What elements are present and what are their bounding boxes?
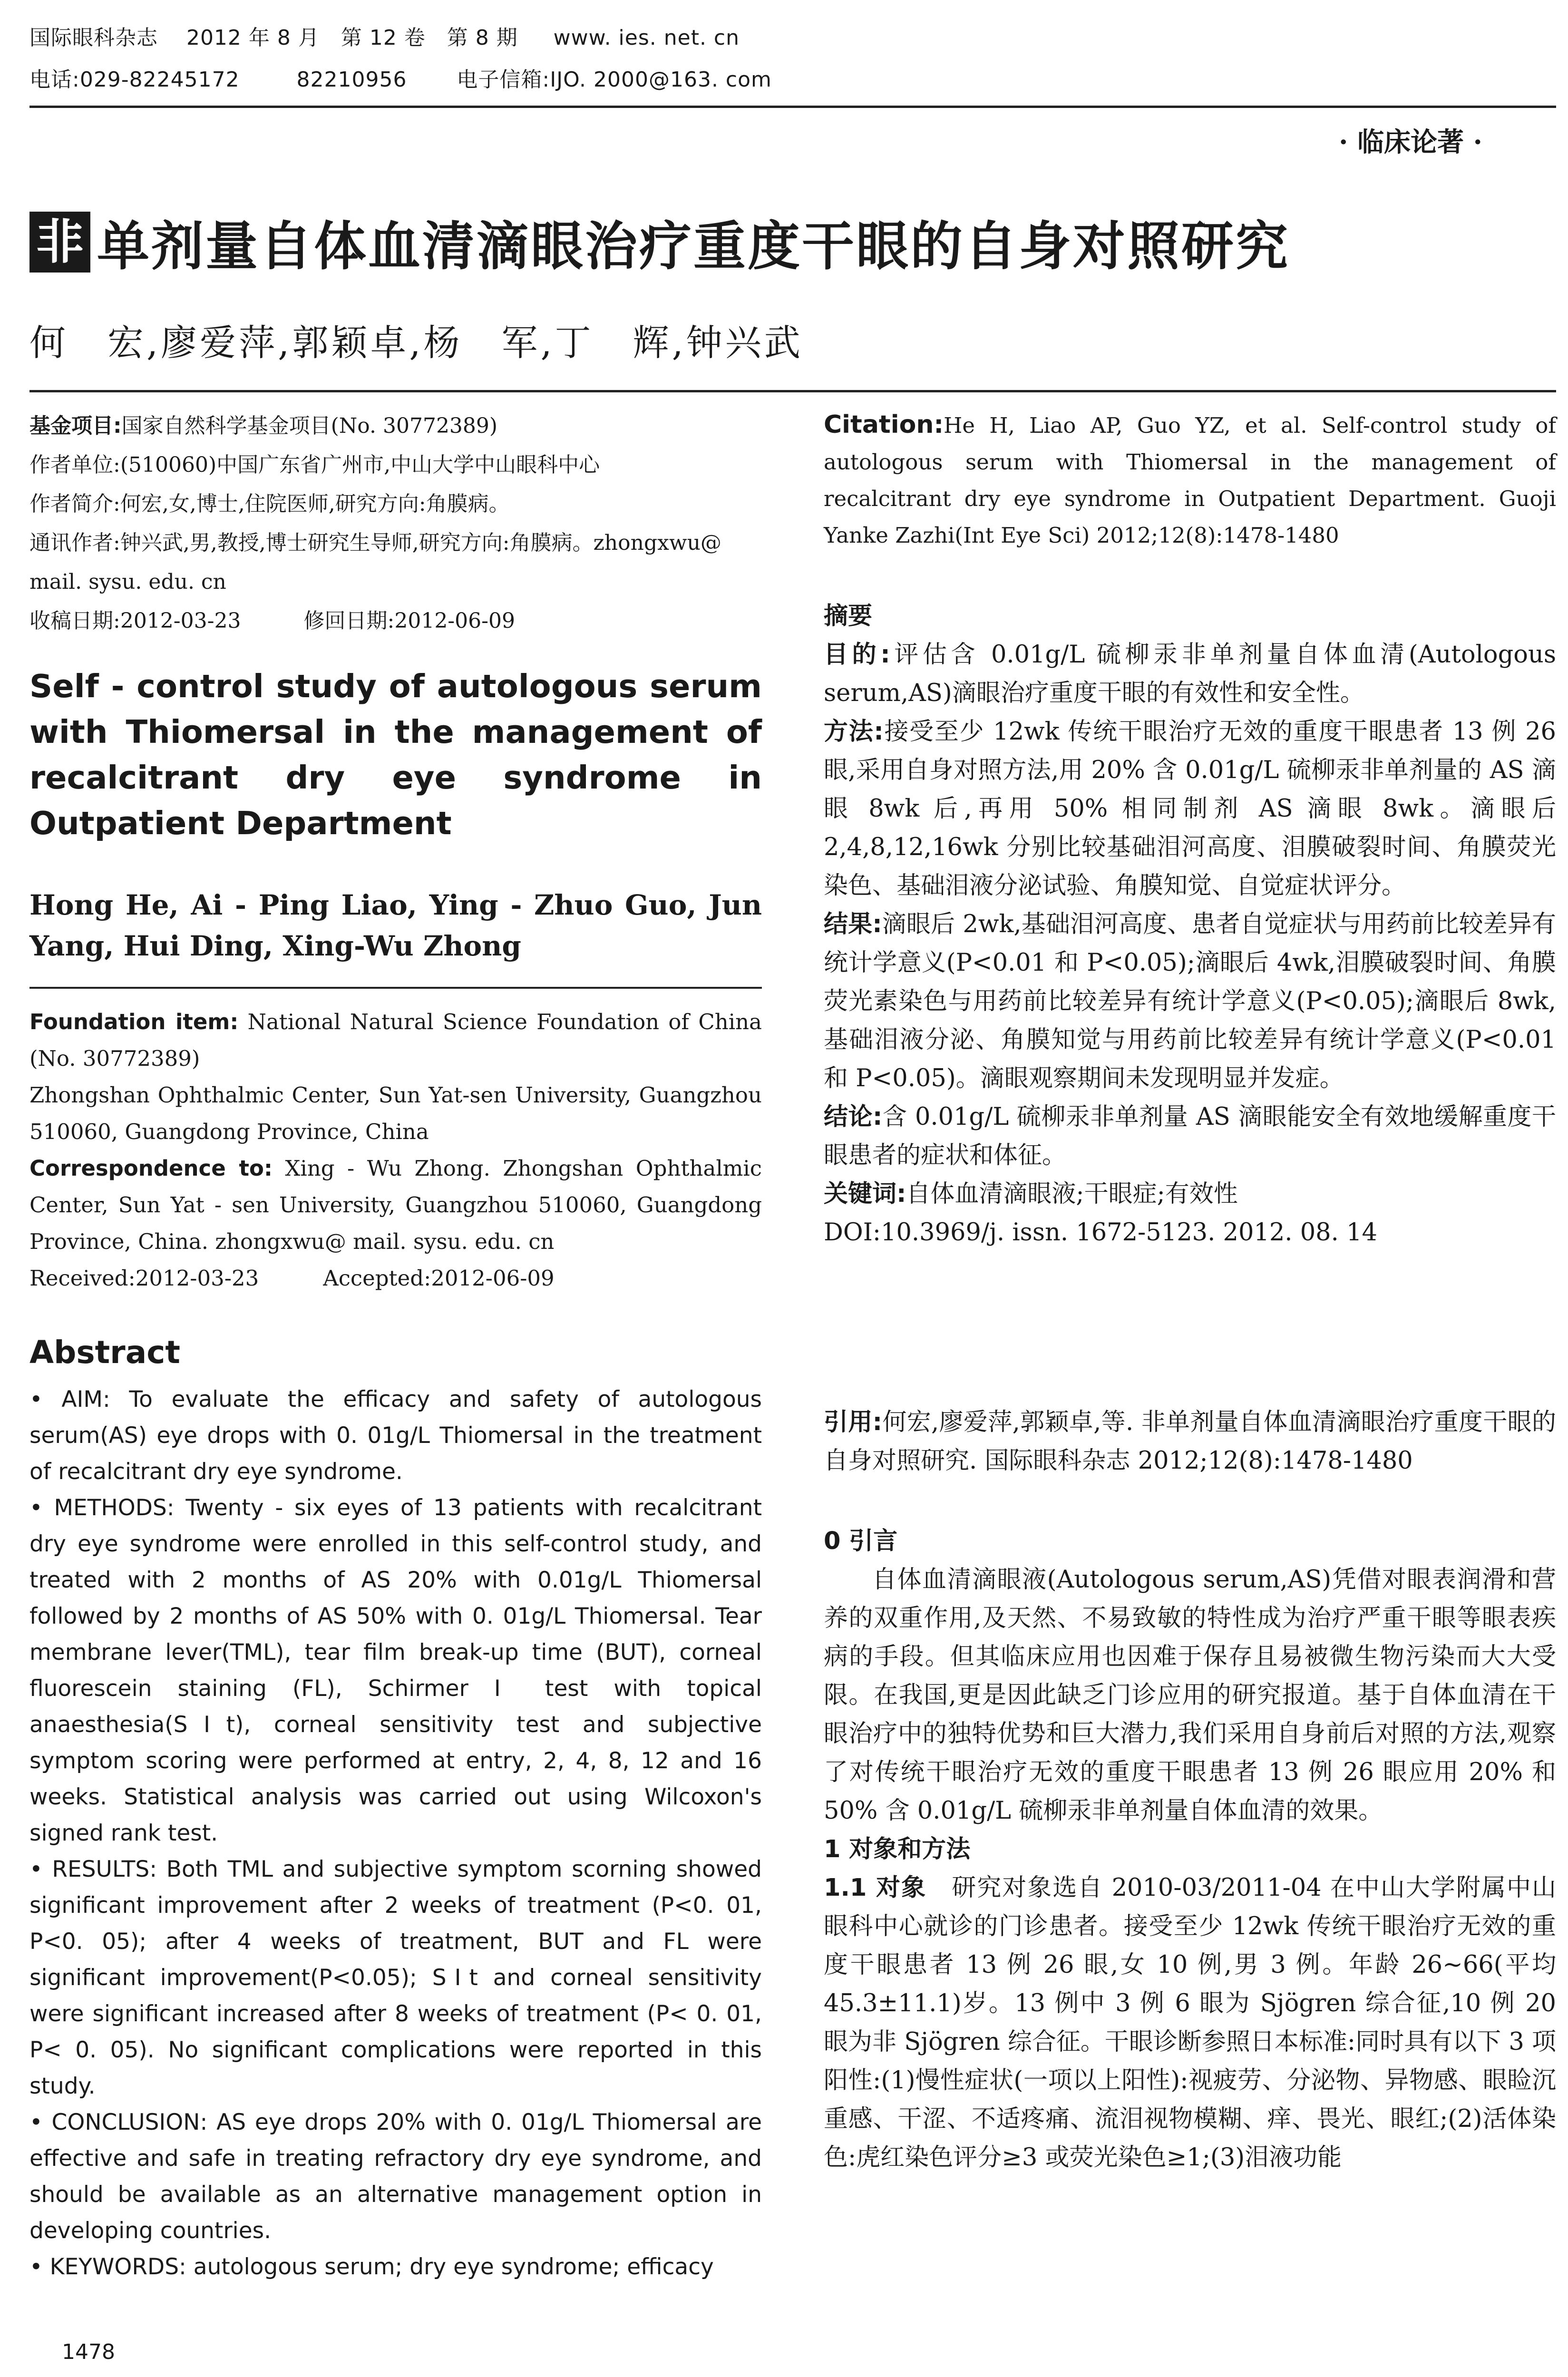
en-foundation-label: Foundation item:: [29, 1009, 239, 1034]
cn-conclusion-label: 结论:: [824, 1103, 883, 1131]
meta-funding-text: 国家自然科学基金项目(No. 30772389): [121, 414, 498, 438]
authors-rule: [29, 987, 762, 989]
journal-header-line-1: 国际眼科杂志 2012 年 8 月 第 12 卷 第 8 期 www. ies. net. cn: [29, 26, 740, 50]
english-authors: Hong He, Ai - Ping Liao, Ying - Zhuo Guo, Jun Yang, Hui Ding, Xing-Wu Zhong: [29, 889, 762, 962]
citation-block: [824, 407, 1556, 554]
cn-abstract-aim: [824, 635, 1556, 712]
en-meta-affiliation: Zhongshan Ophthalmic Center, Sun Yat-sen University, Guangzhou 510060, Guangdong Province, China: [29, 1082, 762, 1144]
cn-abstract-heading: 摘要: [824, 602, 873, 630]
meta-dates: 收稿日期:2012-03-23 修回日期:2012-06-09: [29, 609, 516, 633]
english-title: Self - control study of autologous serum with Thiomersal in the management of recalcitrant dry eye syndrome in Outpatient Department: [29, 668, 762, 842]
en-meta-dates: Received:2012-03-23 Accepted:2012-06-09: [29, 1266, 555, 1291]
abstract-conclusion: • CONCLUSION: AS eye drops 20% with 0. 01g/L Thiomersal are effective and safe in treating refractory dry eye syndrome, and should be available as an alternative management option in developing countries.: [29, 2109, 762, 2244]
meta-funding: [29, 407, 762, 446]
english-abstract: [29, 1382, 762, 2285]
title-mark: 非: [29, 212, 90, 273]
section-tag: · 临床论著 ·: [1339, 127, 1482, 158]
meta-funding-label: 基金项目:: [29, 414, 122, 438]
cite-cn-text: 何宏,廖爱萍,郭颖卓,等. 非单剂量自体血清滴眼治疗重度干眼的自身对照研究. 国际眼科杂志 2012;12(8):1478-1480: [824, 1408, 1556, 1475]
intro-heading: 0 引言: [824, 1527, 898, 1555]
cn-keywords-label: 关键词:: [824, 1180, 906, 1208]
cn-methods-label: 方法:: [824, 718, 884, 746]
abstract-heading: Abstract: [29, 1334, 180, 1371]
cn-aim-label: 目的:: [824, 641, 890, 669]
cn-abstract-block: [824, 597, 1556, 1252]
article-title: 单剂量自体血清滴眼治疗重度干眼的自身对照研究: [97, 216, 1290, 277]
meta-author-bio: 作者简介:何宏,女,博士,住院医师,研究方向:角膜病。: [29, 492, 510, 516]
cn-aim-text: 评估含 0.01g/L 硫柳汞非单剂量自体血清(Autologous serum,AS)滴眼治疗重度干眼的有效性和安全性。: [824, 641, 1556, 707]
left-meta-block: [29, 407, 762, 641]
cn-results-text: 滴眼后 2wk,基础泪河高度、患者自觉症状与用药前比较差异有统计学意义(P<0.01 和 P<0.05);滴眼后 4wk,泪膜破裂时间、角膜荧光素染色与用药前比较差异有统计学意义(P<0.05);滴眼后 8wk,基础泪液分泌、角膜知觉与用药前比较差异有统计学意义(P<0.01 和 P<0.05)。滴眼观察期间未发现明显并发症。: [824, 910, 1556, 1092]
title-rule: [29, 390, 1556, 392]
cite-cn-label: 引用:: [824, 1408, 883, 1436]
en-meta-correspondence: [29, 1150, 762, 1260]
cn-conclusion-text: 含 0.01g/L 硫柳汞非单剂量 AS 滴眼能安全有效地缓解重度干眼患者的症状和体征。: [824, 1103, 1556, 1169]
page-number: 1478: [62, 2340, 115, 2364]
body-text-block: [824, 1522, 1556, 2177]
authors-cn: 何 宏,廖爱萍,郭颖卓,杨 军,丁 辉,钟兴武: [29, 321, 803, 364]
en-correspondence-text: Xing - Wu Zhong. Zhongshan Ophthalmic Center, Sun Yat - sen University, Guangzhou 510060, Guangdong Province, China. zhongxwu@ mail. sysu. edu. cn: [29, 1156, 762, 1254]
citation-text: He H, Liao AP, Guo YZ, et al. Self-control study of autologous serum with Thiomersal in the management of recalcitrant dry eye syndrome in Outpatient Department. Guoji Yanke Zazhi(Int Eye Sci) 2012;12(8):1478-1480: [824, 413, 1556, 548]
abstract-keywords: • KEYWORDS: autologous serum; dry eye syndrome; efficacy: [29, 2254, 714, 2280]
abstract-results: • RESULTS: Both TML and subjective symptom scorning showed significant improvement after 2 weeks of treatment (P<0. 01, P<0. 05); after 4 weeks of treatment, BUT and FL were significant improvement(P<0.05); SⅠt and corneal sensitivity were significant increased after 8 weeks of treatment (P< 0. 01, P< 0. 05). No significant complications were reported in this study.: [29, 1856, 762, 2099]
en-foundation-text: National Natural Science Foundation of China (No. 30772389): [29, 1009, 762, 1071]
en-correspondence-label: Correspondence to:: [29, 1156, 273, 1181]
english-meta-block: [29, 1003, 762, 1296]
header-rule: [29, 106, 1556, 108]
meta-affiliation: 作者单位:(510060)中国广东省广州市,中山大学中山眼科中心: [29, 453, 600, 477]
cn-abstract-results: [824, 905, 1556, 1098]
methods-sub-label: 1.1 对象: [824, 1874, 927, 1902]
meta-correspondence: 通讯作者:钟兴武,男,教授,博士研究生导师,研究方向:角膜病。zhongxwu@ mail. sysu. edu. cn: [29, 531, 721, 594]
cn-results-label: 结果:: [824, 910, 882, 938]
article-title-block: [29, 205, 1290, 280]
cn-abstract-methods: [824, 712, 1556, 905]
citation-label: Citation:: [824, 410, 944, 439]
abstract-methods: • METHODS: Twenty - six eyes of 13 patients with recalcitrant dry eye syndrome were enrolled in this self-control study, and treated with 2 months of AS 20% with 0.01g/L Thiomersal followed by 2 months of AS 50% with 0. 01g/L Thiomersal. Tear membrane lever(TML), tear film break-up time (BUT), corneal fluorescein staining (FL), Schirmer Ⅰ test with topical anaesthesia(SⅠt), corneal sensitivity test and subjective symptom scoring were performed at entry, 2, 4, 8, 12 and 16 weeks. Statistical analysis was carried out using Wilcoxon's signed rank test.: [29, 1495, 762, 1846]
cite-cn-block: [824, 1403, 1556, 1480]
methods-subjects: [824, 1869, 1556, 2177]
cn-methods-text: 接受至少 12wk 传统干眼治疗无效的重度干眼患者 13 例 26 眼,采用自身对照方法,用 20% 含 0.01g/L 硫柳汞非单剂量的 AS 滴眼 8wk 后,再用 50% 相同制剂 AS 滴眼 8wk。滴眼后 2,4,8,12,16wk 分别比较基础泪河高度、泪膜破裂时间、角膜荧光染色、基础泪液分泌试验、角膜知觉、自觉症状评分。: [824, 718, 1556, 900]
cn-abstract-keywords: [824, 1175, 1556, 1213]
cn-abstract-conclusion: [824, 1098, 1556, 1175]
intro-text: 自体血清滴眼液(Autologous serum,AS)凭借对眼表润滑和营养的双重作用,及天然、不易致敏的特性成为治疗严重干眼等眼表疾病的手段。但其临床应用也因难于保存且易被微生物污染而大大受限。在我国,更是因此缺乏门诊应用的研究报道。基于自体血清在干眼治疗中的独特优势和巨大潜力,我们采用自身前后对照的方法,观察了对传统干眼治疗无效的重度干眼患者 13 例 26 眼应用 20% 和 50% 含 0.01g/L 硫柳汞非单剂量自体血清的效果。: [824, 1566, 1556, 1825]
methods-heading: 1 对象和方法: [824, 1835, 971, 1863]
en-meta-foundation: [29, 1003, 762, 1077]
cn-keywords-text: 自体血清滴眼液;干眼症;有效性: [906, 1180, 1238, 1208]
journal-header-line-2: 电话:029-82245172 82210956 电子信箱:IJO. 2000@163. com: [29, 68, 772, 92]
methods-subjects-text: 研究对象选自 2010-03/2011-04 在中山大学附属中山眼科中心就诊的门诊患者。接受至少 12wk 传统干眼治疗无效的重度干眼患者 13 例 26 眼,女 10 例,男 3 例。年龄 26~66(平均 45.3±11.1)岁。13 例中 3 例 6 眼为 Sjögren 综合征,10 例 20 眼为非 Sjögren 综合征。干眼诊断参照日本标准:同时具有以下 3 项阳性:(1)慢性症状(一项以上阳性):视疲劳、分泌物、异物感、眼睑沉重感、干涩、不适疼痛、流泪视物模糊、痒、畏光、眼红;(2)活体染色:虎红染色评分≥3 或荧光染色≥1;(3)泪液功能: [824, 1874, 1556, 2172]
doi: DOI:10.3969/j. issn. 1672-5123. 2012. 08. 14: [824, 1218, 1377, 1247]
abstract-aim: • AIM: To evaluate the efficacy and safety of autologous serum(AS) eye drops with 0. 01g/L Thiomersal in the treatment of recalcitrant dry eye syndrome.: [29, 1386, 762, 1485]
